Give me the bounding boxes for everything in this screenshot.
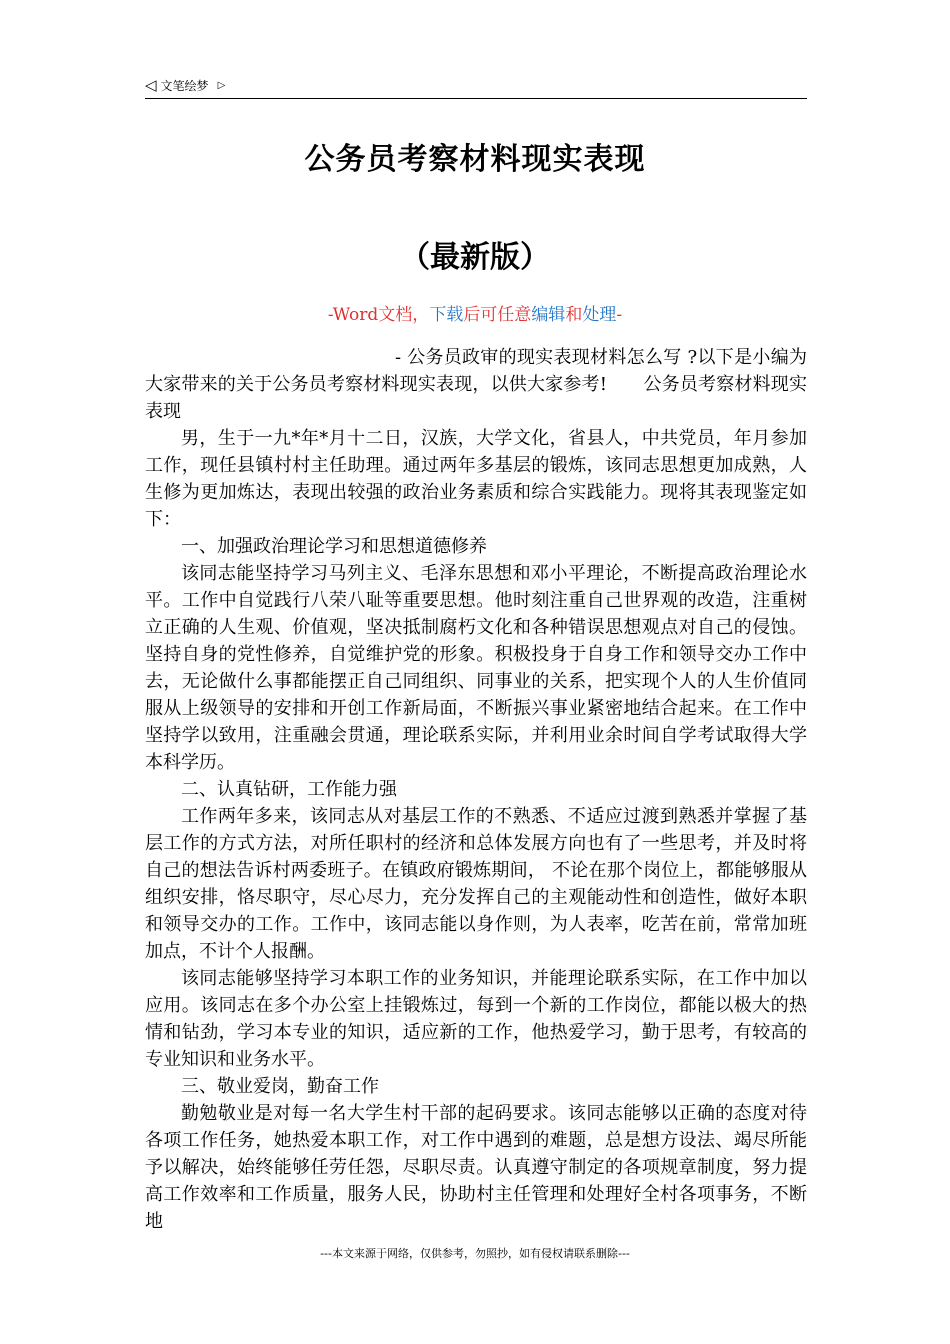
body-paragraph: 该同志能够坚持学习本职工作的业务知识，并能理论联系实际，在工作中加以应用。该同志在多个办公室上挂锻炼过，每到一个新的工作岗位，都能以极大的热情和钻劲，学习本专业的知识，适应新的工作，他热爱学习，勤于思考，有较高的专业知识和业务水平。 <box>145 968 807 1070</box>
document-title: 公务员考察材料现实表现 <box>304 142 646 177</box>
body-paragraph: 勤勉敬业是对每一名大学生村干部的起码要求。该同志能够以正确的态度对待各项工作任务，她热爱本职工作，对工作中遇到的难题，总是想方设法、竭尽所能予以解决，始终能够任劳任怨，尽职尽责。认真遵守制定的各项规章制度，努力提高工作效率和工作质量，服务人民，协助村主任管理和处理好全村各项事务，不断地 <box>145 1103 807 1232</box>
document-body <box>145 344 807 1235</box>
page-header <box>145 74 225 96</box>
notice-part-7: - <box>616 305 623 325</box>
body-paragraph: 该同志能坚持学习马列主义、毛泽东思想和邓小平理论，不断提高政治理论水平。工作中自觉践行八荣八耻等重要思想。他时刻注重自己世界观的改造，注重树立正确的人生观、价值观，坚决抵制腐朽文化和各种错误思想观点对自己的侵蚀。坚持自身的党性修养，自觉维护党的形象。积极投身于自身工作和领导交办工作中去，无论做什么事都能摆正自己同组织、同事业的关系，把实现个人的人生价值同服从上级领导的安排和开创工作新局面，不断振兴事业紧密地结合起来。在工作中坚持学以致用，注重融会贯通，理论联系实际，并利用业余时间自学考试取得大学本科学历。 <box>145 563 807 773</box>
notice-part-6: 处理 <box>582 305 617 325</box>
document-subtitle: （最新版） <box>400 240 550 275</box>
body-paragraph: 工作两年多来，该同志从对基层工作的不熟悉、不适应过渡到熟悉并掌握了基层工作的方式方法，对所任职村的经济和总体发展方向也有了一些思考，并及时将自己的想法告诉村两委班子。在镇政府锻炼期间， 不论在那个岗位上，都能够服从组织安排，恪尽职守，尽心尽力，充分发挥自己的主观能动性和创造性，做好本职和领导交办的工作。工作中，该同志能以身作则，为人表率，吃苦在前，常常加班加点，不计个人报酬。 <box>145 806 807 962</box>
section-heading-1: 一、加强政治理论学习和思想道德修养 <box>181 536 487 557</box>
page-footer: ---本文来源于网络，仅供参考，勿照抄，如有侵权请联系删除--- <box>320 1247 630 1260</box>
intro-paragraph: - 公务员政审的现实表现材料怎么写 ?以下是小编为大家带来的关于公务员考察材料现实表现，以供大家参考! 公务员考察材料现实表现 <box>145 347 807 422</box>
notice-part-1: -Word文档， <box>327 305 430 325</box>
notice-part-3: 后可任意 <box>463 305 532 325</box>
right-triangle-icon: ▷ <box>217 79 226 91</box>
header-brand: 文笔绘梦 <box>160 78 209 93</box>
notice-part-5: 和 <box>565 305 583 325</box>
left-triangle-icon: ◁ <box>145 75 157 94</box>
edit-notice <box>0 300 950 325</box>
notice-part-4: 编辑 <box>531 305 566 325</box>
header-rule <box>145 98 807 99</box>
section-heading-2: 二、认真钻研，工作能力强 <box>181 779 397 800</box>
notice-part-2: 下载 <box>429 305 464 325</box>
section-heading-3: 三、敬业爱岗，勤奋工作 <box>181 1076 379 1097</box>
body-paragraph: 男，生于一九*年*月十二日，汉族，大学文化，省县人，中共党员，年月参加工作，现任县镇村村主任助理。通过两年多基层的锻炼，该同志思想更加成熟，人生修为更加炼达，表现出较强的政治业务素质和综合实践能力。现将其表现鉴定如下： <box>145 428 807 530</box>
